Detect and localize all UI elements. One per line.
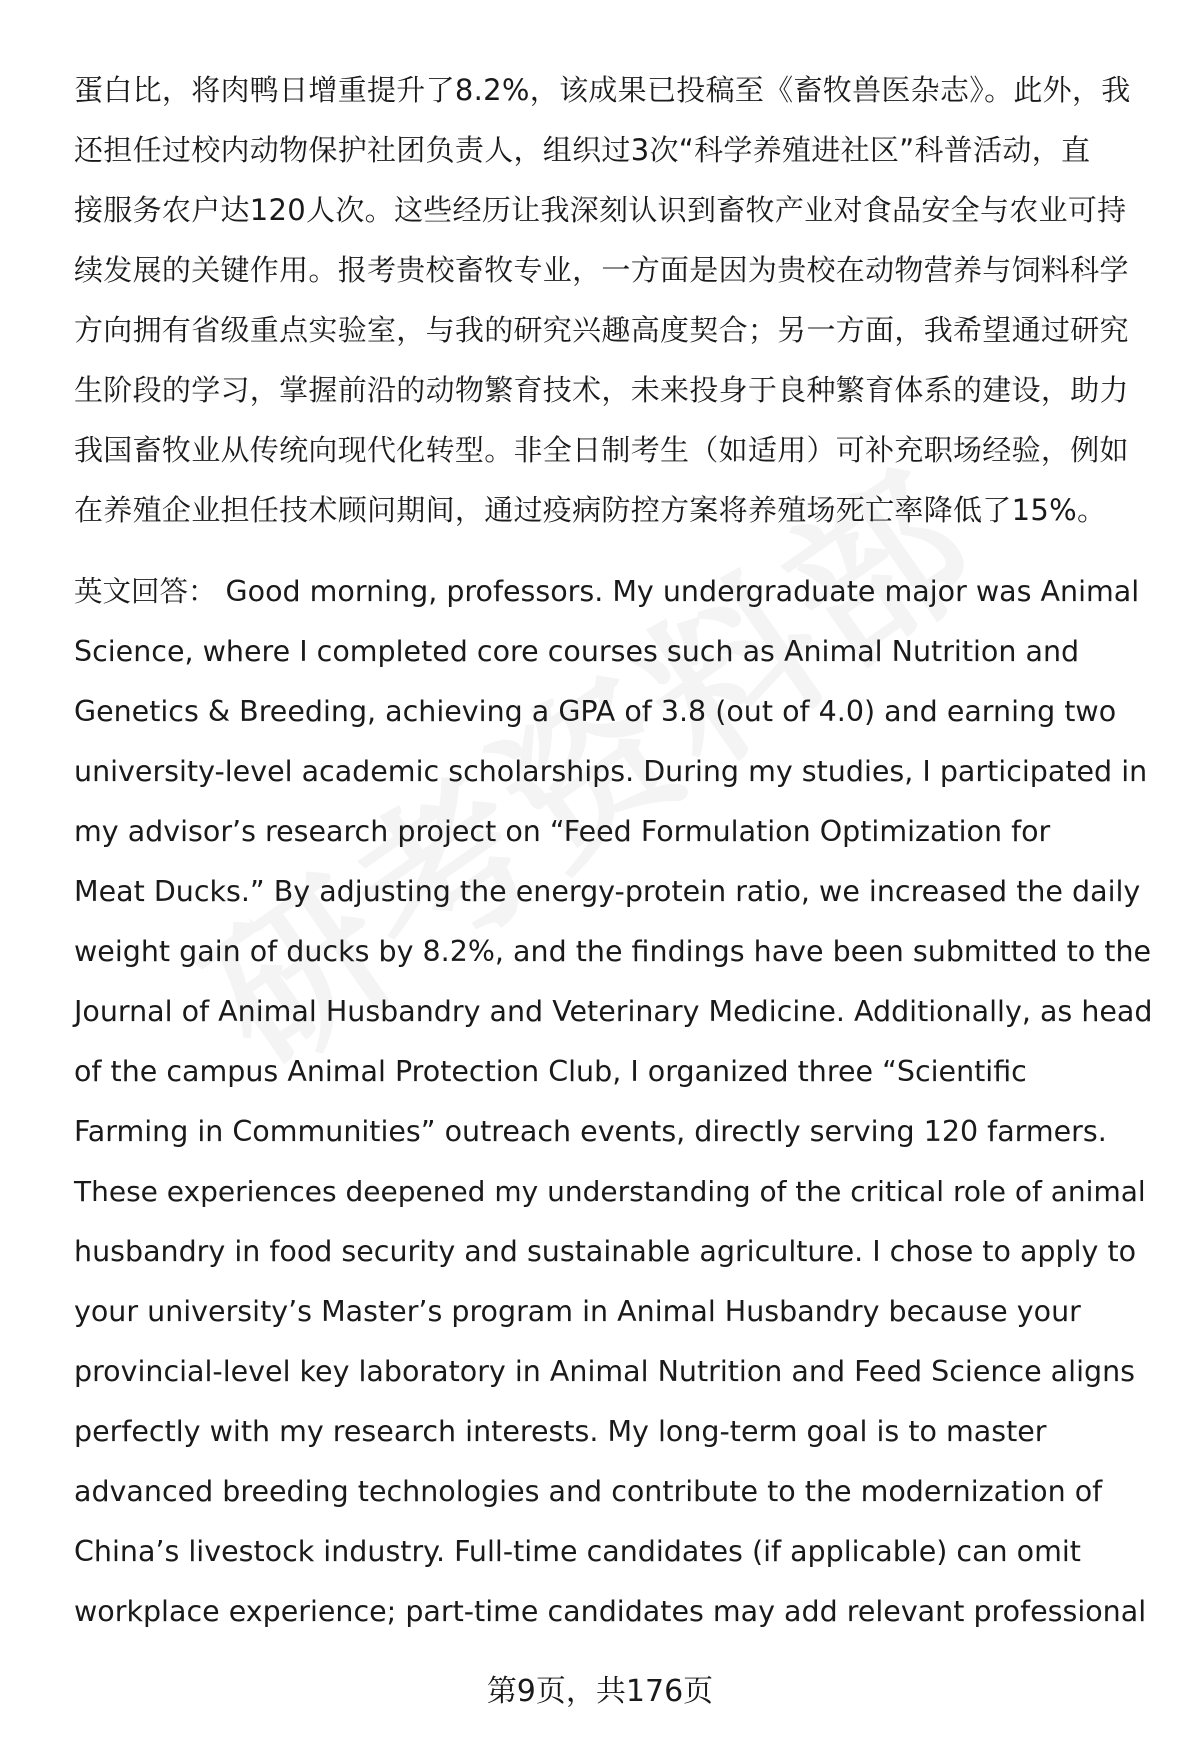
text-line: your university’s Master’s program in Animal Husbandry because your: [74, 1295, 1081, 1328]
text-line: 续发展的关键作用。报考贵校畜牧专业，一方面是因为贵校在动物营养与饲料科学: [74, 253, 1129, 287]
text-line: perfectly with my research interests. My long-term goal is to master: [74, 1415, 1047, 1448]
text-line: Journal of Animal Husbandry and Veterinary Medicine. Additionally, as head: [74, 995, 1153, 1028]
text-line: 英文回答： Good morning, professors. My undergraduate major was Animal: [74, 575, 1140, 608]
text-line: 我国畜牧业从传统向现代化转型。非全日制考生（如适用）可补充职场经验，例如: [74, 433, 1129, 467]
text-line: advanced breeding technologies and contribute to the modernization of: [74, 1475, 1103, 1508]
text-line: husbandry in food security and sustainable agriculture. I chose to apply to: [74, 1235, 1137, 1268]
text-line: 方向拥有省级重点实验室，与我的研究兴趣高度契合；另一方面，我希望通过研究: [74, 313, 1129, 347]
chinese-paragraph: [74, 60, 1164, 540]
paragraph-gap: [74, 540, 1164, 562]
text-line: university-level academic scholarships. During my studies, I participated in: [74, 755, 1148, 788]
text-line: Science, where I completed core courses such as Animal Nutrition and: [74, 635, 1080, 668]
text-line: Genetics & Breeding, achieving a GPA of 3.8 (out of 4.0) and earning two: [74, 695, 1117, 728]
page-number: 第9页，共176页: [486, 1674, 714, 1709]
text-line: workplace experience; part-time candidates may add relevant professional: [74, 1595, 1147, 1628]
text-line: 接服务农户达120人次。这些经历让我深刻认识到畜牧产业对食品安全与农业可持: [74, 193, 1127, 227]
text-line: 在养殖企业担任技术顾问期间，通过疫病防控方案将养殖场死亡率降低了15%。: [74, 493, 1107, 527]
text-line: of the campus Animal Protection Club, I organized three “Scientific: [74, 1055, 1027, 1088]
text-line: provincial-level key laboratory in Animal Nutrition and Feed Science aligns: [74, 1355, 1135, 1388]
text-line: my advisor’s research project on “Feed Formulation Optimization for: [74, 815, 1051, 848]
text-line: These experiences deepened my understanding of the critical role of animal: [74, 1175, 1146, 1208]
text-line: China’s livestock industry. Full-time candidates (if applicable) can omit: [74, 1535, 1081, 1568]
text-line: 还担任过校内动物保护社团负责人，组织过3次“科学养殖进社区”科普活动，直: [74, 133, 1091, 167]
page-content: [74, 60, 1164, 1642]
english-answer-paragraph: [74, 562, 1164, 1642]
text-line: Farming in Communities” outreach events, directly serving 120 farmers.: [74, 1115, 1107, 1148]
text-line: Meat Ducks.” By adjusting the energy-protein ratio, we increased the daily: [74, 875, 1141, 908]
text-line: weight gain of ducks by 8.2%, and the findings have been submitted to the: [74, 935, 1152, 968]
text-line: 生阶段的学习，掌握前沿的动物繁育技术，未来投身于良种繁育体系的建设，助力: [74, 373, 1129, 407]
text-line: 蛋白比，将肉鸭日增重提升了8.2%，该成果已投稿至《畜牧兽医杂志》。此外，我: [74, 73, 1131, 107]
